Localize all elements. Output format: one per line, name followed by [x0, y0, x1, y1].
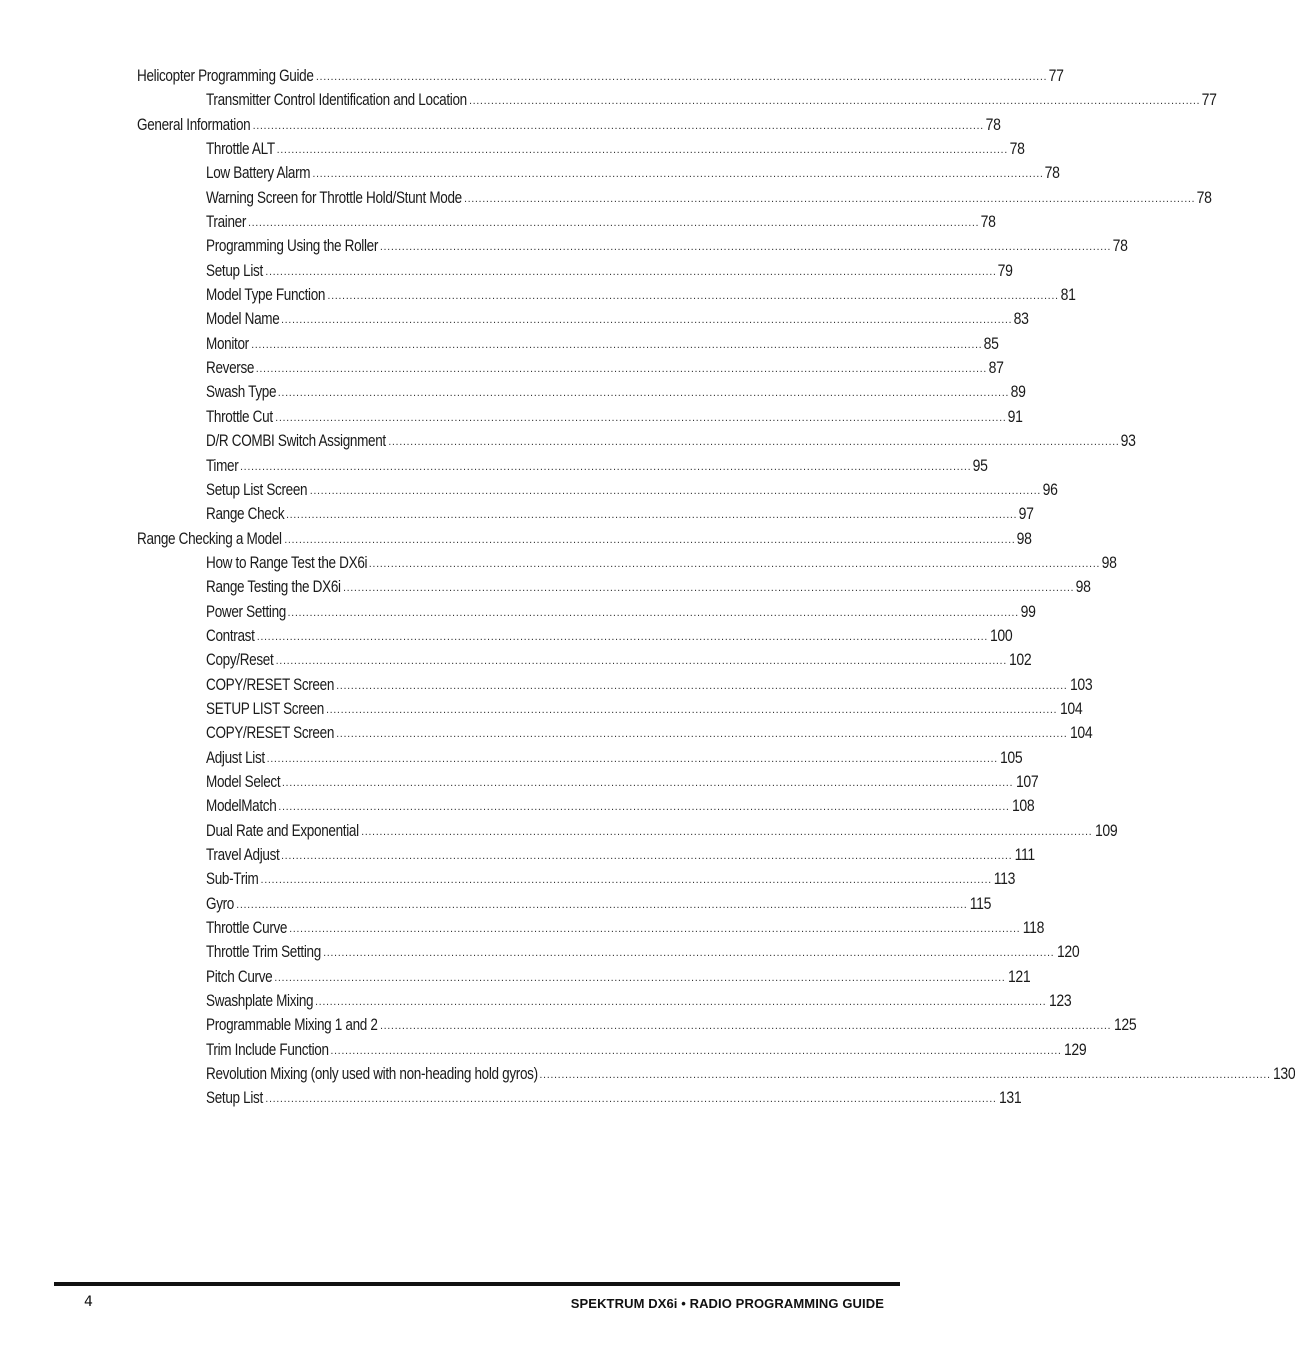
toc-entry-page-number: 95: [972, 456, 988, 475]
toc-subsection-row[interactable]: [137, 283, 1076, 307]
toc-entry-title: D/R COMBI Switch Assignment: [206, 432, 386, 451]
toc-dot-leader: ........................................................................................................................................................................................................: [289, 923, 1021, 936]
toc-dot-leader: ........................................................................................................................................................................................................: [330, 1044, 1062, 1057]
toc-dot-leader: ........................................................................................................................................................................................................: [255, 363, 987, 376]
toc-entry-title: Setup List Screen: [206, 480, 308, 499]
toc-entry-page-number: 85: [983, 334, 999, 353]
toc-dot-leader: ........................................................................................................................................................................................................: [236, 898, 968, 911]
toc-entry-page-number: 81: [1060, 286, 1076, 305]
toc-dot-leader: ........................................................................................................................................................................................................: [281, 776, 1014, 789]
toc-subsection-row[interactable]: [137, 770, 1038, 794]
toc-entry-title: Model Type Function: [206, 286, 326, 305]
toc-entry-title: SETUP LIST Screen: [206, 699, 325, 718]
toc-subsection-row[interactable]: [137, 697, 1082, 721]
toc-entry-page-number: 103: [1069, 675, 1093, 694]
toc-entry-title: Range Checking a Model: [137, 529, 282, 548]
toc-section-row[interactable]: [137, 527, 1032, 551]
toc-subsection-row[interactable]: [137, 867, 1016, 891]
toc-entry-page-number: 121: [1007, 967, 1031, 986]
toc-subsection-row[interactable]: [137, 502, 1034, 526]
toc-entry-page-number: 115: [969, 894, 991, 913]
toc-entry-title: Dual Rate and Exponential: [206, 821, 359, 840]
toc-entry-title: Gyro: [206, 894, 235, 913]
toc-dot-leader: ........................................................................................................................................................................................................: [379, 241, 1112, 254]
toc-entry-page-number: 97: [1018, 505, 1034, 524]
toc-entry-title: Throttle Curve: [206, 919, 288, 938]
toc-entry-page-number: 83: [1013, 310, 1029, 329]
toc-dot-leader: ........................................................................................................................................................................................................: [266, 752, 998, 765]
toc-entry-page-number: 129: [1063, 1040, 1087, 1059]
toc-entry-page-number: 105: [1000, 748, 1023, 767]
toc-subsection-row[interactable]: [137, 454, 988, 478]
toc-dot-leader: ........................................................................................................................................................................................................: [252, 119, 984, 132]
toc-subsection-row[interactable]: [137, 380, 1026, 404]
toc-dot-leader: ........................................................................................................................................................................................................: [312, 168, 1044, 181]
toc-entry-title: Range Check: [206, 505, 285, 524]
toc-dot-leader: ........................................................................................................................................................................................................: [323, 947, 1055, 960]
toc-entry-title: Programmable Mixing 1 and 2: [206, 1016, 378, 1035]
toc-entry-page-number: 109: [1094, 821, 1118, 840]
toc-entry-title: Copy/Reset: [206, 651, 274, 670]
toc-dot-leader: ........................................................................................................................................................................................................: [281, 850, 1013, 862]
toc-subsection-row[interactable]: [137, 234, 1128, 258]
toc-dot-leader: ........................................................................................................................................................................................................: [275, 411, 1007, 424]
toc-subsection-row[interactable]: [137, 1062, 1295, 1086]
toc-entry-title: Model Select: [206, 772, 281, 791]
toc-subsection-row[interactable]: [137, 819, 1118, 843]
toc-subsection-row[interactable]: [137, 137, 1025, 161]
toc-dot-leader: ........................................................................................................................................................................................................: [327, 290, 1059, 303]
toc-subsection-row[interactable]: [137, 210, 996, 234]
toc-dot-leader: ........................................................................................................................................................................................................: [285, 509, 1018, 522]
toc-entry-page-number: 100: [990, 626, 1013, 645]
toc-entry-page-number: 131: [998, 1089, 1022, 1108]
toc-dot-leader: ........................................................................................................................................................................................................: [280, 314, 1013, 327]
toc-entry-page-number: 78: [1009, 140, 1025, 159]
toc-dot-leader: ........................................................................................................................................................................................................: [342, 582, 1075, 595]
toc-entry-title: ModelMatch: [206, 797, 277, 816]
toc-entry-page-number: 104: [1059, 699, 1082, 718]
toc-dot-leader: ........................................................................................................................................................................................................: [309, 484, 1041, 497]
toc-subsection-row[interactable]: [137, 1038, 1087, 1062]
toc-entry-title: Pitch Curve: [206, 967, 273, 986]
toc-entry-title: How to Range Test the DX6i: [206, 553, 368, 572]
toc-entry-title: Timer: [206, 456, 239, 475]
toc-entry-page-number: 130: [1272, 1065, 1295, 1084]
toc-subsection-row[interactable]: [137, 551, 1117, 575]
toc-subsection-row[interactable]: [137, 940, 1080, 964]
toc-dot-leader: ........................................................................................................................................................................................................: [336, 728, 1068, 741]
toc-entry-title: Setup List: [206, 1089, 263, 1108]
toc-entry-title: Model Name: [206, 310, 280, 329]
toc-entry-page-number: 78: [1112, 237, 1128, 256]
toc-subsection-row[interactable]: [137, 989, 1072, 1013]
toc-entry-title: Trainer: [206, 213, 247, 232]
toc-entry-title: Adjust List: [206, 748, 265, 767]
toc-subsection-row[interactable]: [137, 624, 1013, 648]
toc-dot-leader: ........................................................................................................................................................................................................: [274, 971, 1006, 984]
toc-entry-title: COPY/RESET Screen: [206, 724, 335, 743]
toc-dot-leader: ........................................................................................................................................................................................................: [287, 606, 1019, 619]
toc-entry-title: Programming Using the Roller: [206, 237, 379, 256]
toc-dot-leader: ........................................................................................................................................................................................................: [315, 71, 1048, 83]
toc-entry-title: Swash Type: [206, 383, 277, 402]
footer-page-number: 4: [84, 1294, 93, 1310]
toc-entry-title: Throttle Trim Setting: [206, 943, 321, 962]
toc-entry-page-number: 98: [1075, 578, 1091, 597]
toc-entry-page-number: 77: [1048, 67, 1064, 85]
toc-subsection-row[interactable]: [137, 673, 1093, 697]
toc-entry-title: Setup List: [206, 261, 263, 280]
toc-entry-page-number: 123: [1048, 992, 1072, 1011]
toc-entry-page-number: 96: [1042, 480, 1058, 499]
toc-subsection-row[interactable]: [137, 892, 991, 916]
toc-entry-title: Trim Include Function: [206, 1040, 329, 1059]
toc-subsection-row[interactable]: [137, 307, 1029, 331]
toc-entry-page-number: 78: [1045, 164, 1061, 183]
toc-subsection-row[interactable]: [137, 916, 1044, 940]
toc-entry-title: General Information: [137, 115, 251, 134]
toc-dot-leader: ........................................................................................................................................................................................................: [284, 533, 1016, 546]
toc-subsection-row[interactable]: [137, 161, 1061, 185]
toc-subsection-row[interactable]: [137, 1086, 1022, 1110]
toc-dot-leader: ........................................................................................................................................................................................................: [275, 655, 1007, 668]
toc-dot-leader: ........................................................................................................................................................................................................: [278, 801, 1010, 814]
toc-entry-title: Throttle ALT: [206, 140, 275, 159]
toc-entry-page-number: 125: [1113, 1016, 1136, 1035]
toc-subsection-row[interactable]: [137, 356, 1004, 380]
toc-entry-page-number: 104: [1069, 724, 1093, 743]
toc-subsection-row[interactable]: [137, 405, 1023, 429]
toc-section-row[interactable]: [137, 64, 1064, 88]
toc-subsection-row[interactable]: [137, 332, 999, 356]
toc-entry-page-number: 118: [1022, 919, 1044, 938]
toc-entry-page-number: 78: [1196, 188, 1212, 207]
toc-entry-title: Helicopter Programming Guide: [137, 67, 314, 85]
toc-entry-page-number: 87: [988, 359, 1004, 378]
toc-subsection-row[interactable]: [137, 259, 1014, 283]
toc-entry-page-number: 78: [985, 115, 1001, 134]
toc-dot-leader: ........................................................................................................................................................................................................: [277, 387, 1010, 400]
toc-dot-leader: ........................................................................................................................................................................................................: [379, 1020, 1112, 1033]
toc-dot-leader: ........................................................................................................................................................................................................: [468, 95, 1201, 108]
toc-subsection-row[interactable]: [137, 843, 1035, 867]
toc-subsection-row[interactable]: [137, 575, 1091, 599]
toc-subsection-row[interactable]: [137, 478, 1058, 502]
toc-entry-page-number: 78: [980, 213, 996, 232]
toc-entry-title: Low Battery Alarm: [206, 164, 311, 183]
toc-entry-title: Swashplate Mixing: [206, 992, 314, 1011]
toc-subsection-row[interactable]: [137, 965, 1031, 989]
toc-entry-page-number: 79: [998, 261, 1014, 280]
toc-subsection-row[interactable]: [137, 600, 1036, 624]
toc-entry-title: Monitor: [206, 334, 249, 353]
toc-entry-page-number: 102: [1009, 651, 1032, 670]
toc-dot-leader: ........................................................................................................................................................................................................: [240, 460, 972, 473]
toc-dot-leader: ........................................................................................................................................................................................................: [315, 996, 1047, 1009]
toc-entry-title: Contrast: [206, 626, 255, 645]
toc-dot-leader: ........................................................................................................................................................................................................: [388, 436, 1120, 449]
toc-subsection-row[interactable]: [137, 429, 1136, 453]
toc-entry-page-number: 93: [1121, 432, 1136, 451]
toc-dot-leader: ........................................................................................................................................................................................................: [256, 630, 988, 643]
toc-entry-title: COPY/RESET Screen: [206, 675, 335, 694]
footer-divider: [54, 1282, 900, 1286]
toc-entry-title: Range Testing the DX6i: [206, 578, 341, 597]
toc-subsection-row[interactable]: [137, 794, 1035, 818]
toc-subsection-row[interactable]: [137, 746, 1023, 770]
toc-subsection-row[interactable]: [137, 648, 1032, 672]
toc-dot-leader: ........................................................................................................................................................................................................: [361, 825, 1093, 838]
toc-entry-page-number: 91: [1007, 407, 1023, 426]
toc-entry-page-number: 108: [1011, 797, 1035, 816]
toc-entry-page-number: 107: [1015, 772, 1038, 791]
toc-entry-title: Power Setting: [206, 602, 286, 621]
toc-dot-leader: ........................................................................................................................................................................................................: [463, 192, 1196, 205]
toc-entry-page-number: 77: [1201, 91, 1217, 110]
toc-entry-title: Sub-Trim: [206, 870, 259, 889]
toc-entry-title: Warning Screen for Throttle Hold/Stunt Mode: [206, 188, 462, 207]
toc-dot-leader: ........................................................................................................................................................................................................: [368, 557, 1101, 570]
toc-dot-leader: ........................................................................................................................................................................................................: [260, 874, 992, 887]
toc-dot-leader: ........................................................................................................................................................................................................: [265, 265, 997, 278]
toc-entry-page-number: 99: [1020, 602, 1036, 621]
toc-dot-leader: ........................................................................................................................................................................................................: [265, 1093, 997, 1106]
toc-entry-title: Revolution Mixing (only used with non-heading hold gyros): [206, 1065, 538, 1084]
toc-dot-leader: ........................................................................................................................................................................................................: [247, 217, 980, 230]
toc-entry-title: Reverse: [206, 359, 255, 378]
toc-entry-title: Travel Adjust: [206, 846, 280, 864]
toc-section-row[interactable]: [137, 113, 1001, 137]
toc-dot-leader: ........................................................................................................................................................................................................: [325, 703, 1058, 716]
toc-entry-title: Transmitter Control Identification and Location: [206, 91, 467, 110]
toc-dot-leader: ........................................................................................................................................................................................................: [336, 679, 1068, 692]
toc-entry-page-number: 111: [1014, 846, 1035, 864]
toc-entry-page-number: 89: [1010, 383, 1026, 402]
toc-subsection-row[interactable]: [137, 721, 1093, 745]
footer-document-title: SPEKTRUM DX6i • RADIO PROGRAMMING GUIDE: [570, 1296, 884, 1311]
toc-entry-page-number: 98: [1101, 553, 1117, 572]
toc-entry-title: Throttle Cut: [206, 407, 273, 426]
toc-dot-leader: ........................................................................................................................................................................................................: [539, 1069, 1271, 1082]
toc-entry-page-number: 120: [1056, 943, 1080, 962]
toc-subsection-row[interactable]: [137, 186, 1212, 210]
toc-dot-leader: ........................................................................................................................................................................................................: [276, 144, 1008, 157]
toc-subsection-row[interactable]: [137, 1013, 1136, 1037]
toc-subsection-row[interactable]: [137, 88, 1217, 112]
toc-entry-page-number: 98: [1017, 529, 1032, 548]
toc-entry-page-number: 113: [993, 870, 1016, 889]
table-of-contents: [137, 64, 1295, 1111]
toc-dot-leader: ........................................................................................................................................................................................................: [251, 338, 983, 351]
